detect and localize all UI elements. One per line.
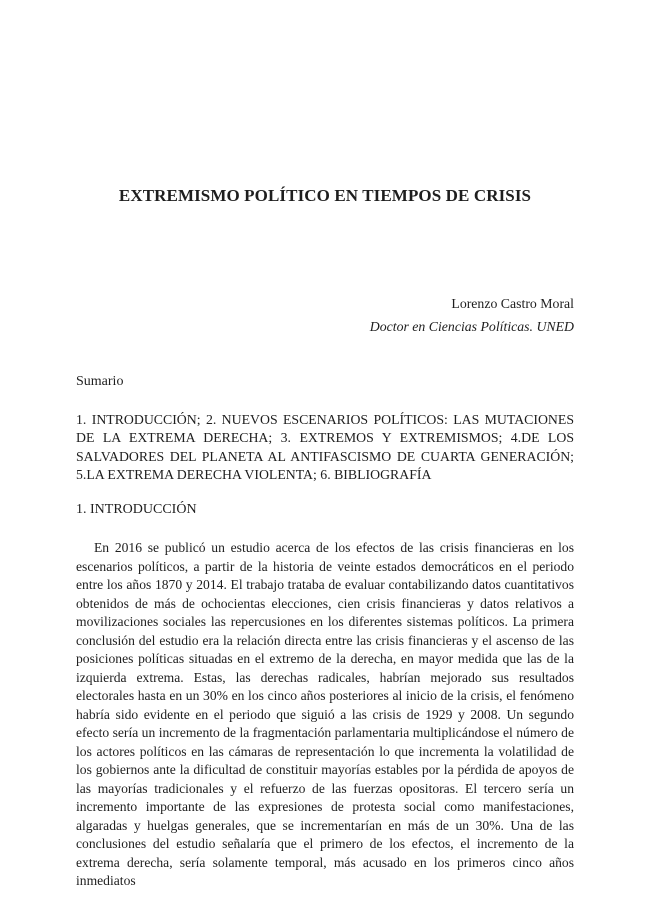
author-affiliation: Doctor en Ciencias Políticas. UNED [369,319,574,334]
author-name: Lorenzo Castro Moral [451,296,574,311]
summary-text: 1. INTRODUCCIÓN; 2. NUEVOS ESCENARIOS POLÍTICOS: LAS MUTACIONES DE LA EXTREMA DERECHA; 3. EXTREMOS Y EXTREMISMOS; 4.DE LOS SALVADORES DEL PLANETA AL ANTIFASCISMO DE CUARTA GENERACIÓN; 5.LA EXTREMA DERECHA VIOLENTA; 6. BIBLIOGRAFÍA [76,412,574,483]
section-heading: 1. INTRODUCCIÓN [76,502,197,517]
body-paragraph: En 2016 se publicó un estudio acerca de los efectos de las crisis financieras en los escenarios políticos, a partir de la historia de veinte estados democráticos en el periodo entre los años 1870 y 2014. El trabajo trataba de evaluar contabilizando datos cuantitativos obtenidos de más de ochocientas elecciones, cien crisis financieras y datos relativos a movilizaciones sociales las repercusiones en los diferentes sistemas políticos. La primera conclusión del estudio era la relación directa entre las crisis financieras y el ascenso de las posiciones políticas situadas en el extremo de la derecha, en mayor medida que las de la izquierda extrema. Estas, las derechas radicales, habrían mejorado sus resultados electorales hasta en un 30% en los cinco años posteriores al inicio de la crisis, el fenómeno habría sido evidente en el periodo que siguió a las crisis de 1929 y 2008. Un segundo efecto sería un incremento de la fragmentación parlamentaria multiplicándose el número de los actores políticos en las cámaras de representación lo que incrementa la volatilidad de los gobiernos ante la dificultad de constituir mayorías estables por la pérdida de apoyos de las mayorías tradicionales y el refuerzo de las fuerzas opositoras. El tercero sería un incremento importante de las expresiones de protesta social como manifestaciones, algaradas y huelgas generales, que se incrementarían en más de un 30%. Una de las conclusiones del estudio señalaría que el primero de los efectos, el incremento de la extrema derecha, sería solamente temporal, más acusado en los primeros cinco años inmediatos [76,540,574,888]
author-block [370,292,574,338]
document-title: EXTREMISMO POLÍTICO EN TIEMPOS DE CRISIS [118,186,532,205]
summary-heading: Sumario [76,374,124,389]
